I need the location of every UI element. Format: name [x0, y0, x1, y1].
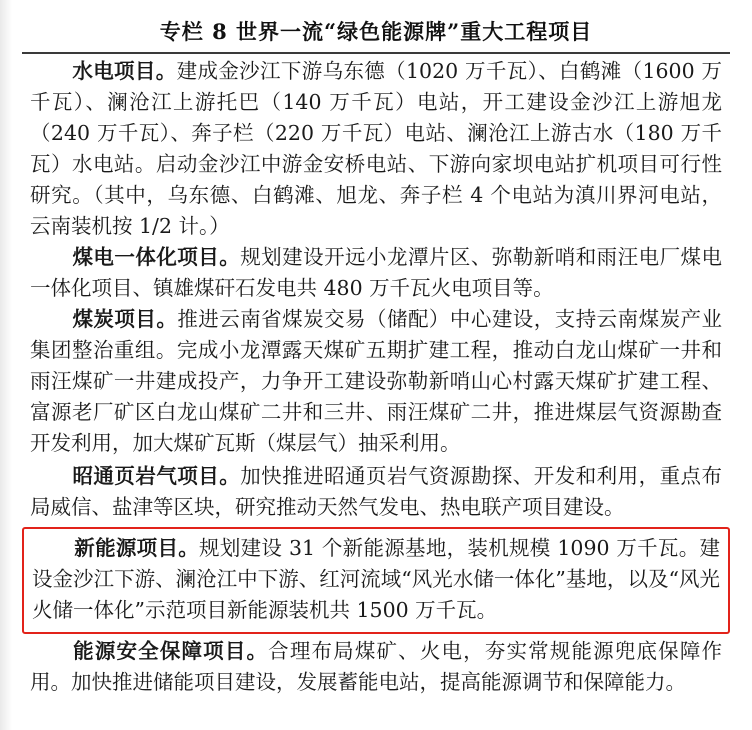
paragraph-text-energy-security: 合理布局煤矿、火电，夯实常规能源兜底保障作用。加快推进储能项目建设，发展蓄能电站，提高能源调节和保障能力。 [30, 639, 723, 694]
paragraph-coal-power-integration [22, 242, 730, 304]
paragraph-coal [22, 304, 730, 459]
page-left-shadow [0, 0, 12, 730]
paragraph-new-energy [24, 533, 728, 626]
paragraph-lead-coal-power-integration: 煤电一体化项目。 [72, 245, 241, 269]
paragraph-energy-security [22, 636, 730, 698]
paragraph-hydro [22, 56, 730, 242]
page-title: 专栏 8 世界一流“绿色能源牌”重大工程项目 [159, 19, 593, 44]
paragraph-text-hydro: 建成金沙江下游乌东德（1020 万千瓦）、白鹤滩（1600 万千瓦）、澜沧江上游托巴（140 万千瓦）电站，开工建设金沙江上游旭龙（240 万千瓦）、奔子栏（220 万千瓦）电站、澜沧江上游古水（180 万千瓦）水电站。启动金沙江中游金安桥电站、下游向家坝电站扩机项目可行性研究。（其中，乌东德、白鹤滩、旭龙、奔子栏 4 个电站为滇川界河电站，云南装机按 1/2 计。） [30, 59, 723, 238]
document-body [22, 56, 730, 718]
paragraph-text-coal-power-integration: 规划建设开远小龙潭片区、弥勒新哨和雨汪电厂煤电一体化项目、镇雄煤矸石发电共 480 万千瓦火电项目等。 [30, 245, 723, 300]
paragraph-text-coal: 推进云南省煤炭交易（储配）中心建设，支持云南煤炭产业集团整治重组。完成小龙潭露天煤矿五期扩建工程，推动白龙山煤矿一井和雨汪煤矿一井建成投产，力争开工建设弥勒新哨山心村露天煤矿扩建工程、富源老厂矿区白龙山煤矿二井和三井、雨汪煤矿二井，推进煤层气资源勘查开发利用，加大煤矿瓦斯（煤层气）抽采利用。 [30, 307, 723, 455]
paragraph-lead-energy-security: 能源安全保障项目。 [72, 639, 269, 663]
paragraph-lead-coal: 煤炭项目。 [72, 307, 178, 331]
paragraph-lead-new-energy: 新能源项目。 [74, 536, 200, 560]
paragraph-lead-hydro: 水电项目。 [72, 59, 177, 83]
highlight-box-new-energy [22, 527, 730, 634]
paragraph-text-new-energy: 规划建设 31 个新能源基地，装机规模 1090 万千瓦。建设金沙江下游、澜沧江中下游、红河流域“风光水储一体化”基地，以及“风光火储一体化”示范项目新能源装机共 1500 万千瓦。 [32, 536, 721, 622]
column-title-bar [22, 10, 730, 54]
paragraph-zhaotong-shale-gas [22, 461, 730, 523]
paragraph-lead-zhaotong-shale-gas: 昭通页岩气项目。 [72, 464, 241, 488]
paragraph-text-zhaotong-shale-gas: 加快推进昭通页岩气资源勘探、开发和利用，重点布局威信、盐津等区块，研究推动天然气发电、热电联产项目建设。 [30, 464, 723, 519]
